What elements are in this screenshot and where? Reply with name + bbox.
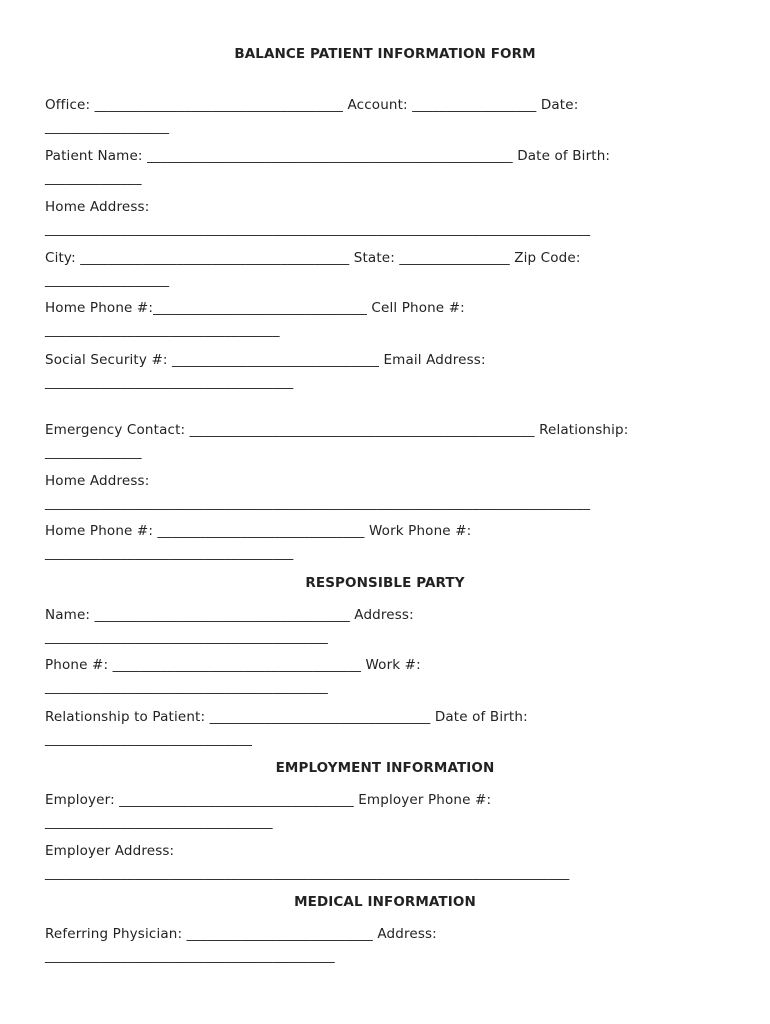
date-field-line: __________________	[45, 119, 170, 135]
employment-heading: EMPLOYMENT INFORMATION	[275, 760, 495, 776]
office-account-date-row: Office: ____________________________________ Account: __________________ Date:	[45, 97, 579, 113]
home-cell-phone-row: Home Phone #:_______________________________ Cell Phone #:	[45, 300, 465, 316]
cell-phone-field-line: __________________________________	[45, 322, 280, 338]
home-address-line: _______________________________________________________________________________	[45, 221, 591, 237]
relationship-field-line: ______________	[45, 444, 142, 460]
work-phone-field-line: ____________________________________	[45, 545, 294, 561]
dob-field-line: ______________	[45, 170, 142, 186]
emergency-address-line: _______________________________________________________________________________	[45, 495, 591, 511]
city-state-zip-row: City: _______________________________________ State: ________________ Zip Code:	[45, 250, 581, 266]
emergency-phone-row: Home Phone #: ______________________________ Work Phone #:	[45, 523, 472, 539]
responsible-dob-field-line: ______________________________	[45, 731, 252, 747]
zip-field-line: __________________	[45, 272, 170, 288]
responsible-phone-row: Phone #: ____________________________________ Work #:	[45, 657, 421, 673]
form-title: BALANCE PATIENT INFORMATION FORM	[234, 46, 536, 62]
patient-name-row: Patient Name: _____________________________________________________ Date of Birth:	[45, 148, 611, 164]
responsible-party-heading: RESPONSIBLE PARTY	[305, 575, 465, 591]
emergency-contact-row: Emergency Contact: __________________________________________________ Relationship:	[45, 422, 629, 438]
referring-physician-row: Referring Physician: ___________________________ Address:	[45, 926, 437, 942]
responsible-address-field-line: _________________________________________	[45, 629, 328, 645]
employer-address-label: Employer Address:	[45, 843, 175, 859]
physician-address-field-line: __________________________________________	[45, 948, 335, 964]
employer-row: Employer: __________________________________ Employer Phone #:	[45, 792, 492, 808]
ssn-email-row: Social Security #: ______________________________ Email Address:	[45, 352, 486, 368]
home-address-label: Home Address:	[45, 199, 150, 215]
employer-address-line: ____________________________________________________________________________	[45, 865, 570, 881]
responsible-name-row: Name: _____________________________________ Address:	[45, 607, 414, 623]
responsible-work-field-line: _________________________________________	[45, 679, 328, 695]
medical-heading: MEDICAL INFORMATION	[294, 894, 476, 910]
employer-phone-field-line: _________________________________	[45, 814, 273, 830]
emergency-address-label: Home Address:	[45, 473, 150, 489]
relationship-to-patient-row: Relationship to Patient: ________________________________ Date of Birth:	[45, 709, 528, 725]
email-field-line: ____________________________________	[45, 374, 294, 390]
